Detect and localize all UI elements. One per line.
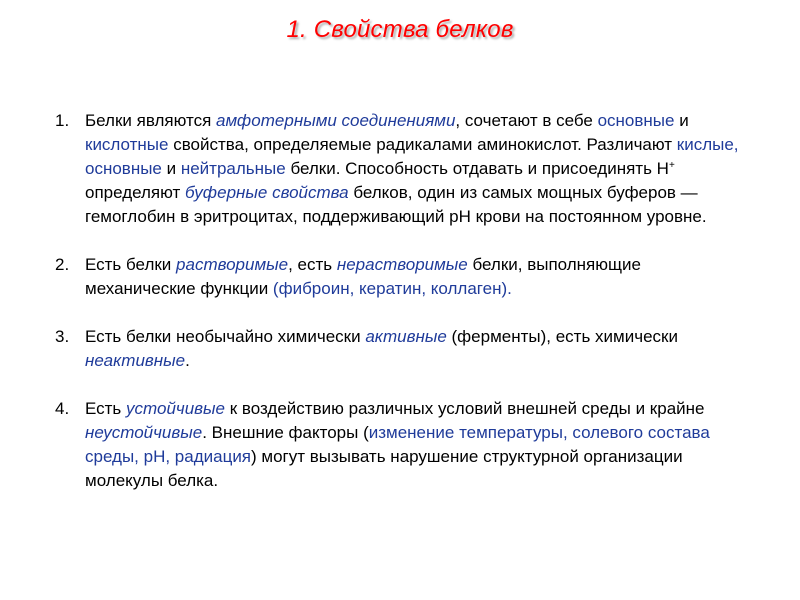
item-number: 4.	[55, 399, 70, 418]
item-text	[85, 399, 710, 490]
text-segment: и	[161, 159, 181, 178]
item-number: 3.	[55, 327, 70, 346]
highlighted-term: кислотные	[85, 135, 169, 154]
text-segment: определяют	[85, 183, 186, 202]
text-segment: белки. Способность отдавать и присоединять Н	[285, 159, 669, 178]
highlighted-term: активные	[365, 327, 447, 346]
list-item	[52, 397, 752, 493]
highlighted-term: нейтральные	[180, 159, 286, 178]
highlighted-term: нерастворимые	[336, 255, 468, 274]
item-text	[85, 111, 739, 226]
text-segment: ) могут вызывать нарушение структурной организации молекулы белка.	[85, 447, 683, 490]
highlighted-term: кислые, основные	[85, 135, 739, 178]
highlighted-term: неактивные	[85, 351, 186, 370]
text-segment: белки, выполняющие механические функции	[85, 255, 641, 298]
item-text	[85, 255, 641, 298]
text-segment: к воздействию различных условий внешней среды и крайне	[225, 399, 705, 418]
highlighted-term: буферные свойства	[185, 183, 349, 202]
item-number: 2.	[55, 255, 70, 274]
text-segment: . Внешние факторы (	[202, 423, 369, 442]
text-segment: (ферменты), есть химически	[446, 327, 678, 346]
highlighted-term: основные	[597, 111, 675, 130]
properties-list	[52, 109, 752, 517]
text-segment: .	[185, 351, 190, 370]
text-segment: , есть	[288, 255, 337, 274]
highlighted-term: +	[668, 160, 675, 171]
slide-title: 1. Свойства белков	[286, 16, 514, 43]
text-segment: Есть	[85, 399, 127, 418]
highlighted-term: растворимые	[176, 255, 289, 274]
item-text	[85, 327, 678, 370]
highlighted-term: устойчивые	[126, 399, 225, 418]
text-segment: свойства, определяемые радикалами аминокислот. Различают	[168, 135, 677, 154]
text-segment: и	[674, 111, 689, 130]
list-item	[52, 325, 752, 373]
text-segment: Есть белки необычайно химически	[85, 327, 366, 346]
list-item	[52, 253, 752, 301]
text-segment: Есть белки	[85, 255, 177, 274]
text-segment: , сочетают в себе	[455, 111, 598, 130]
item-number: 1.	[55, 111, 70, 130]
highlighted-term: амфотерными соединениями	[216, 111, 456, 130]
text-segment: Белки являются	[85, 111, 216, 130]
highlighted-term: изменение температуры, солевого состава среды, рН, радиация	[85, 423, 710, 466]
highlighted-term: неустойчивые	[85, 423, 203, 442]
text-segment: белков, один из самых мощных буферов — гемоглобин в эритроцитах, поддерживающий рН крови на постоянном уровне.	[85, 183, 707, 226]
list-item	[52, 109, 752, 229]
highlighted-term: (фиброин, кератин, коллаген).	[272, 279, 512, 298]
